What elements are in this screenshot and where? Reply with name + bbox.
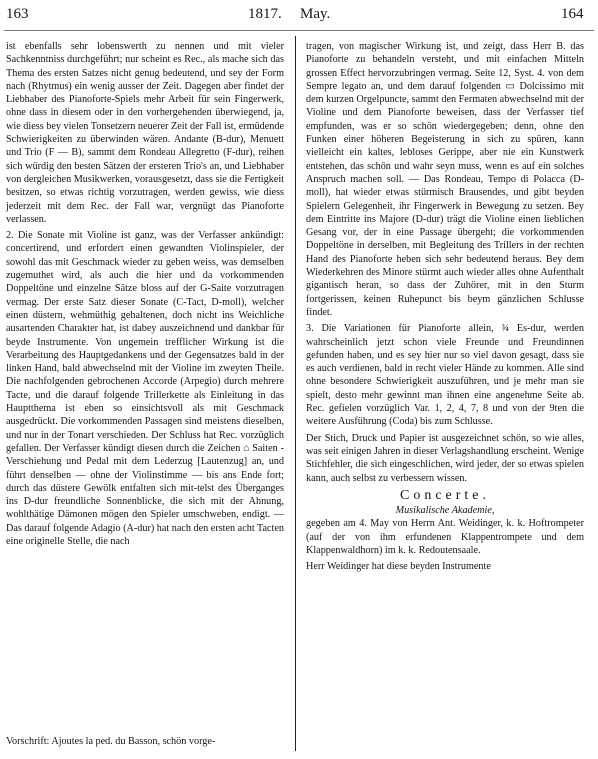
- year-label: 1817.: [248, 6, 282, 22]
- page-header: [0, 4, 598, 26]
- left-column: [6, 40, 284, 548]
- month-label: May.: [300, 6, 331, 22]
- column-divider: [295, 36, 296, 751]
- header-divider: [4, 30, 594, 31]
- right-page-number: 164: [561, 6, 584, 22]
- section-title: Concerte.: [399, 487, 491, 503]
- left-paragraph-1: ist ebenfalls sehr lobenswerth zu nennen und mit vieler Sachkenntniss durchgeführt; nur scheint es Rec., als mache sich das Thema des ersten Satzes nicht genug bedeutend, und sey der Form nach (Rhytmus) ein wenig ausser der Zeit. Dagegen aber findet der Liebhaber des Pianoforte-Spiels mehr Arbeit für sein Fingerwerk, ohne dass in diesem oder in den vorhergehenden überwiegend, ja, wie diess bey vielen Tonsetzern neuerer Zeit der Fall ist, ermüdende Schwierigkeiten zu überwinden wären. Andante (B-dur), Menuett und Trio (F — B), sammt dem Rondeau Allegretto (F-dur), reihen sich würdig den besten Sätzen der ersteren Trio's an, und Liebhaber von dergleichen Musikwerken, vorausgesetzt, dass sie die Fertigkeit besitzen, so etwas richtig vorzutragen, werden gewiss, wie diess jederzeit mit dem Rec. der Fall war, vergnügt das Pianoforte verlassen.: [6, 41, 284, 225]
- right-paragraph-3: Der Stich, Druck und Papier ist ausgezeichnet schön, so wie alles, was seit einigen Jahren in dieser Verlagshandlung erscheint. Wenige Stichfehler, die sich eingeschlichen, wird jeder, der so etwas spielen kann, auch selbst zu verbessern wissen.: [306, 432, 584, 484]
- right-paragraph-1: tragen, von magischer Wirkung ist, und zeigt, dass Herr B. das Pianoforte zu behandeln versteht, und mit einfachen Mitteln grossen Effect hervorzubringen vermag. Seite 12, Syst. 4. von dem Sempre legato an, und dem darauf folgenden ▭ Dolcissimo mit dem kurzen Orgelpuncte, sammt den Fermaten abwechselnd mit der Violine und dem Pianoforte beweisen, dass der Verfasser tief empfunden, was er so schön wiedergegeben; denn, ohne den Funken einer höheren Begeisterung in sich zu spüren, kann vielleicht ein kaltes, lebloses Gerippe, aber nie ein Kunstwerk entstehen, das schön und wahr seyn muss, wenn es auf ein solches Anspruch machen soll. — Das Rondeau, Tempo di Polacca (D-moll), hat wieder etwas stürmisch Brausendes, und gibt beyden Spielern Gelegenheit, ihr Fingerwerk in Bewegung zu setzen. Bey dem Eintritte ins Majore (D-dur) trägt die Violine einen lieblichen Gesang vor, der in eine Passage übergeht; die vorkommenden Doppeltöne in derselben, mit Begleitung des Trillers in der rechten Hand des Pianoforte heben sich sehr bedeutend heraus. Bey dem Wiederkehren des Minore stürmt auch wieder alles ohne Aufenthalt gigantisch heran, so dass der Zuhörer, mit in den Sturm fortgerissen, keinen Ruhepunct bis beym gänzlichen Schlusse findet.: [306, 41, 584, 318]
- section-subtitle: Musikalische Akademie,: [395, 505, 495, 517]
- right-paragraph-5: Herr Weidinger hat diese beyden Instrumente: [306, 561, 491, 573]
- right-column: [306, 40, 584, 574]
- left-page-number: 163: [6, 6, 29, 22]
- left-paragraph-2: 2. Die Sonate mit Violine ist ganz, was der Verfasser ankündigt: concertirend, und erfordert einen gewandten Violinspieler, der sowohl das mit Geschmack wieder zu geben weiss, was demselben zugemuthet wird, als auch die hier und da vorkommenden Doppeltöne und einzelne Sätze bloss auf der G-Saite vorzutragen vermag. Der erste Satz dieser Sonate (C-Tact, D-moll), welcher einen düstern, wehmüthig gehaltenen, doch nicht ins Weichliche ausartenden Charakter hat, ist dabey auszeichnend und dankbar für beyde Instrumente. Von ungemein trefflicher Wirkung ist die Verarbeitung des Hauptgedankens und der Gegensatzes bald in der linken Hand, bald abwechselnd mit der Violine im zweyten Theile. Die nachfolgenden gebrochenen Accorde (Arpegio) durch mehrere Tacte, und die darauf folgende Trillerkette als Einleitung in das Hauptthema ist eben so einsichtsvoll als mit Geschmack ausgedrückt. Die vorkommenden Passagen sind meistens dieselben, und nur in der Tonart verschieden. Der Schluss hat Rec. vorzüglich gefallen. Der Verfasser kündigt diesen durch die Zeichen ⌂ Saiten - Verschiehung und Pedal mit dem Lederzug [Lautenzug] an, und führt denselben — ohne der Violinstimme — bis ans Ende fort; durch das düstere Gewölk entfalten sich mit-telst des Überganges ins D-dur freundliche Sonnenblicke, die sich mit der Ahnung, wohlthätige Dämonen mögen den Spieler umschweben, endigt. — Das darauf folgende Adagio (A-dur) hat nach den ersten acht Tacten eine originelle Stelle, die nach: [6, 230, 285, 547]
- right-paragraph-2: 3. Die Variationen für Pianoforte allein, ¾ Es-dur, werden wahrscheinlich jetzt schon viele Freunde und Freundinnen gefunden haben, und es sey hier nur so viel davon gesagt, dass sie es auch verdienen, bald in recht vieler Hände zu kommen. Alle sind ohne besondere Schwierigkeit auszuführen, und je mehr man sie spielt, desto mehr gewinnt man ihnen eine angenehme Seite ab. Rec. gefielen vorzüglich Var. 1, 2, 4, 7, 8 und von der 9ten die weitere Ausführung (Coda) bis zum Schlusse.: [306, 323, 584, 428]
- right-paragraph-4: gegeben am 4. May von Herrn Ant. Weidinger, k. k. Hoftrompeter (auf der von ihm erfundenen Klappentrompete und dem Klappenwaldhorn) im k. k. Redoutensaale.: [306, 518, 584, 556]
- left-column-last-line: Vorschrift: Ajoutes la ped. du Basson, schön vorge-: [6, 736, 216, 747]
